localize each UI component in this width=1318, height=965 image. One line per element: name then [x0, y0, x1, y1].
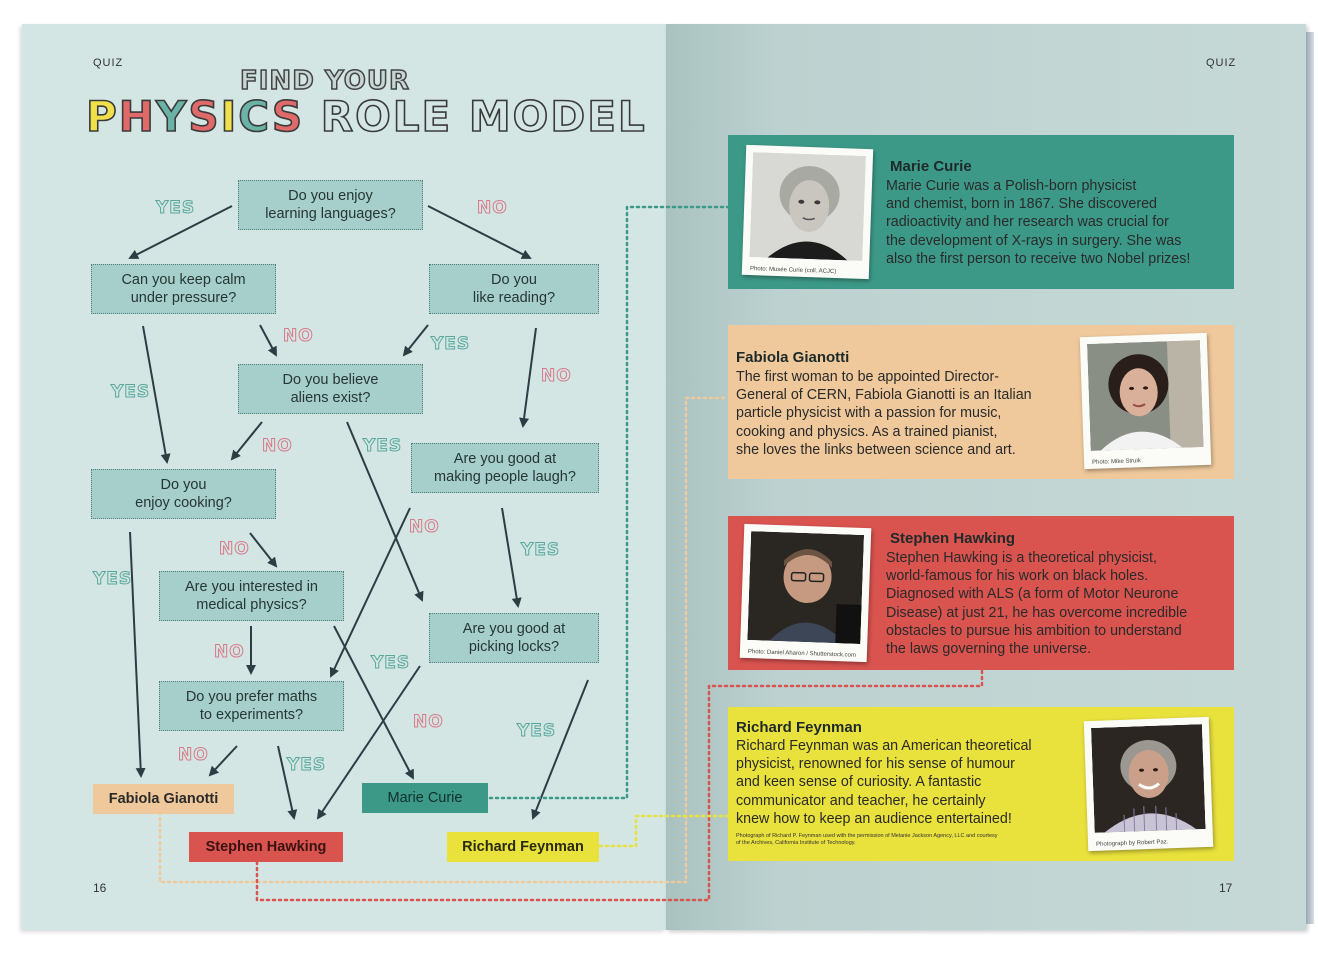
portrait-richard-feynman: [1091, 724, 1206, 833]
question-picking-locks: Are you good at picking locks?: [429, 613, 599, 663]
question-making-laugh: Are you good at making people laugh?: [411, 443, 599, 493]
card-name: Marie Curie: [890, 158, 972, 175]
title-line-2: PHYSICS ROLE MODEL: [86, 92, 647, 141]
card-bio: Marie Curie was a Polish-born physicist and chemist, born in 1867. She discovered radioactivity and her research was crucial for the development of X-rays in surgery. She was also the first person to receive two Nobel prizes!: [886, 178, 1191, 267]
arrow-q6-yes: [502, 508, 518, 606]
running-head-right: QUIZ: [1206, 57, 1237, 69]
photo-credit: Photograph by Robert Paz.: [1095, 839, 1169, 848]
label-yes: YES: [371, 653, 411, 673]
answer-richard-feynman: Richard Feynman: [447, 832, 599, 862]
portrait-fabiola-gianotti: [1087, 340, 1204, 451]
photo-marie-curie: [742, 145, 873, 279]
arrow-q4-no: [232, 422, 262, 459]
card-stephen-hawking: [728, 516, 1234, 670]
photo-stephen-hawking: [740, 524, 872, 662]
question-cooking: Do you enjoy cooking?: [91, 469, 276, 519]
question-aliens: Do you believe aliens exist?: [238, 364, 423, 414]
question-like-reading: Do you like reading?: [429, 264, 599, 314]
arrow-q5-no: [250, 533, 276, 566]
label-yes: YES: [111, 382, 151, 402]
question-keep-calm: Can you keep calm under pressure?: [91, 264, 276, 314]
arrow-q2-no: [260, 325, 276, 355]
label-no: NO: [413, 712, 444, 732]
card-bio: The first woman to be appointed Director- General of CERN, Fabiola Gianotti is an Italian particle physicist with a passion for music, cooking and physics. As a trained pianist, she loves the links between science and art.: [736, 369, 1032, 458]
label-yes: YES: [431, 334, 471, 354]
card-name: Stephen Hawking: [890, 530, 1016, 547]
arrow-q9-no: [210, 746, 237, 775]
arrow-q3-yes: [404, 325, 428, 355]
label-yes: YES: [363, 436, 403, 456]
card-bio: Richard Feynman was an American theoretical physicist, renowned for his sense of humour and keen sense of curiosity. A fantastic communicator and teacher, he certainly knew how to keep an audience entertained!: [736, 738, 1032, 827]
running-head-left: QUIZ: [93, 57, 124, 69]
card-fine-print: Photograph of Richard P. Feynman used with the permission of Melanie Jackson Agency, LLC and courtesy of the Archives, California Institute of Technology.: [736, 833, 998, 846]
photo-credit: Photo: Daniel Aharon / Shutterstock.com: [747, 649, 857, 659]
answer-fabiola-gianotti: Fabiola Gianotti: [93, 784, 234, 814]
photo-fabiola-gianotti: [1080, 333, 1212, 469]
arrow-q3-no: [523, 328, 536, 426]
label-no: NO: [178, 745, 209, 765]
card-name: Fabiola Gianotti: [736, 349, 850, 366]
label-yes: YES: [521, 540, 561, 560]
label-yes: YES: [93, 569, 133, 589]
card-bio: Stephen Hawking is a theoretical physicist, world-famous for his work on black holes. Diagnosed with ALS (a form of Motor Neurone Disease) at just 21, he has overcome incredible obstacles to pursue his ambition to understand the laws governing the universe.: [886, 550, 1188, 658]
label-yes: YES: [156, 198, 196, 218]
label-no: NO: [219, 539, 250, 559]
card-richard-feynman: [728, 707, 1234, 861]
label-yes: YES: [287, 755, 327, 775]
portrait-marie-curie: [749, 152, 866, 261]
arrow-q7-yes: [334, 626, 413, 778]
page-number-right: 17: [1219, 881, 1233, 895]
photo-credit: Photo: Mike Struik: [1092, 458, 1141, 466]
portrait-stephen-hawking: [747, 531, 864, 644]
label-no: NO: [541, 366, 572, 386]
question-maths-experiments: Do you prefer maths to experiments?: [159, 681, 344, 731]
label-no: NO: [262, 436, 293, 456]
page-number-left: 16: [93, 881, 107, 895]
answer-stephen-hawking: Stephen Hawking: [189, 832, 343, 862]
label-no: NO: [477, 198, 508, 218]
card-marie-curie: [728, 135, 1234, 289]
photo-credit: Photo: Musée Curie (coll. ACJC): [749, 266, 837, 276]
photo-richard-feynman: [1084, 717, 1213, 851]
question-medical-physics: Are you interested in medical physics?: [159, 571, 344, 621]
label-no: NO: [214, 642, 245, 662]
title-line-1: FIND YOUR: [240, 66, 410, 96]
question-learning-languages: Do you enjoy learning languages?: [238, 180, 423, 230]
label-no: NO: [409, 517, 440, 537]
answer-marie-curie: Marie Curie: [362, 783, 488, 813]
label-no: NO: [283, 326, 314, 346]
card-fabiola-gianotti: [728, 325, 1234, 479]
label-yes: YES: [517, 721, 557, 741]
card-name: Richard Feynman: [736, 719, 862, 736]
